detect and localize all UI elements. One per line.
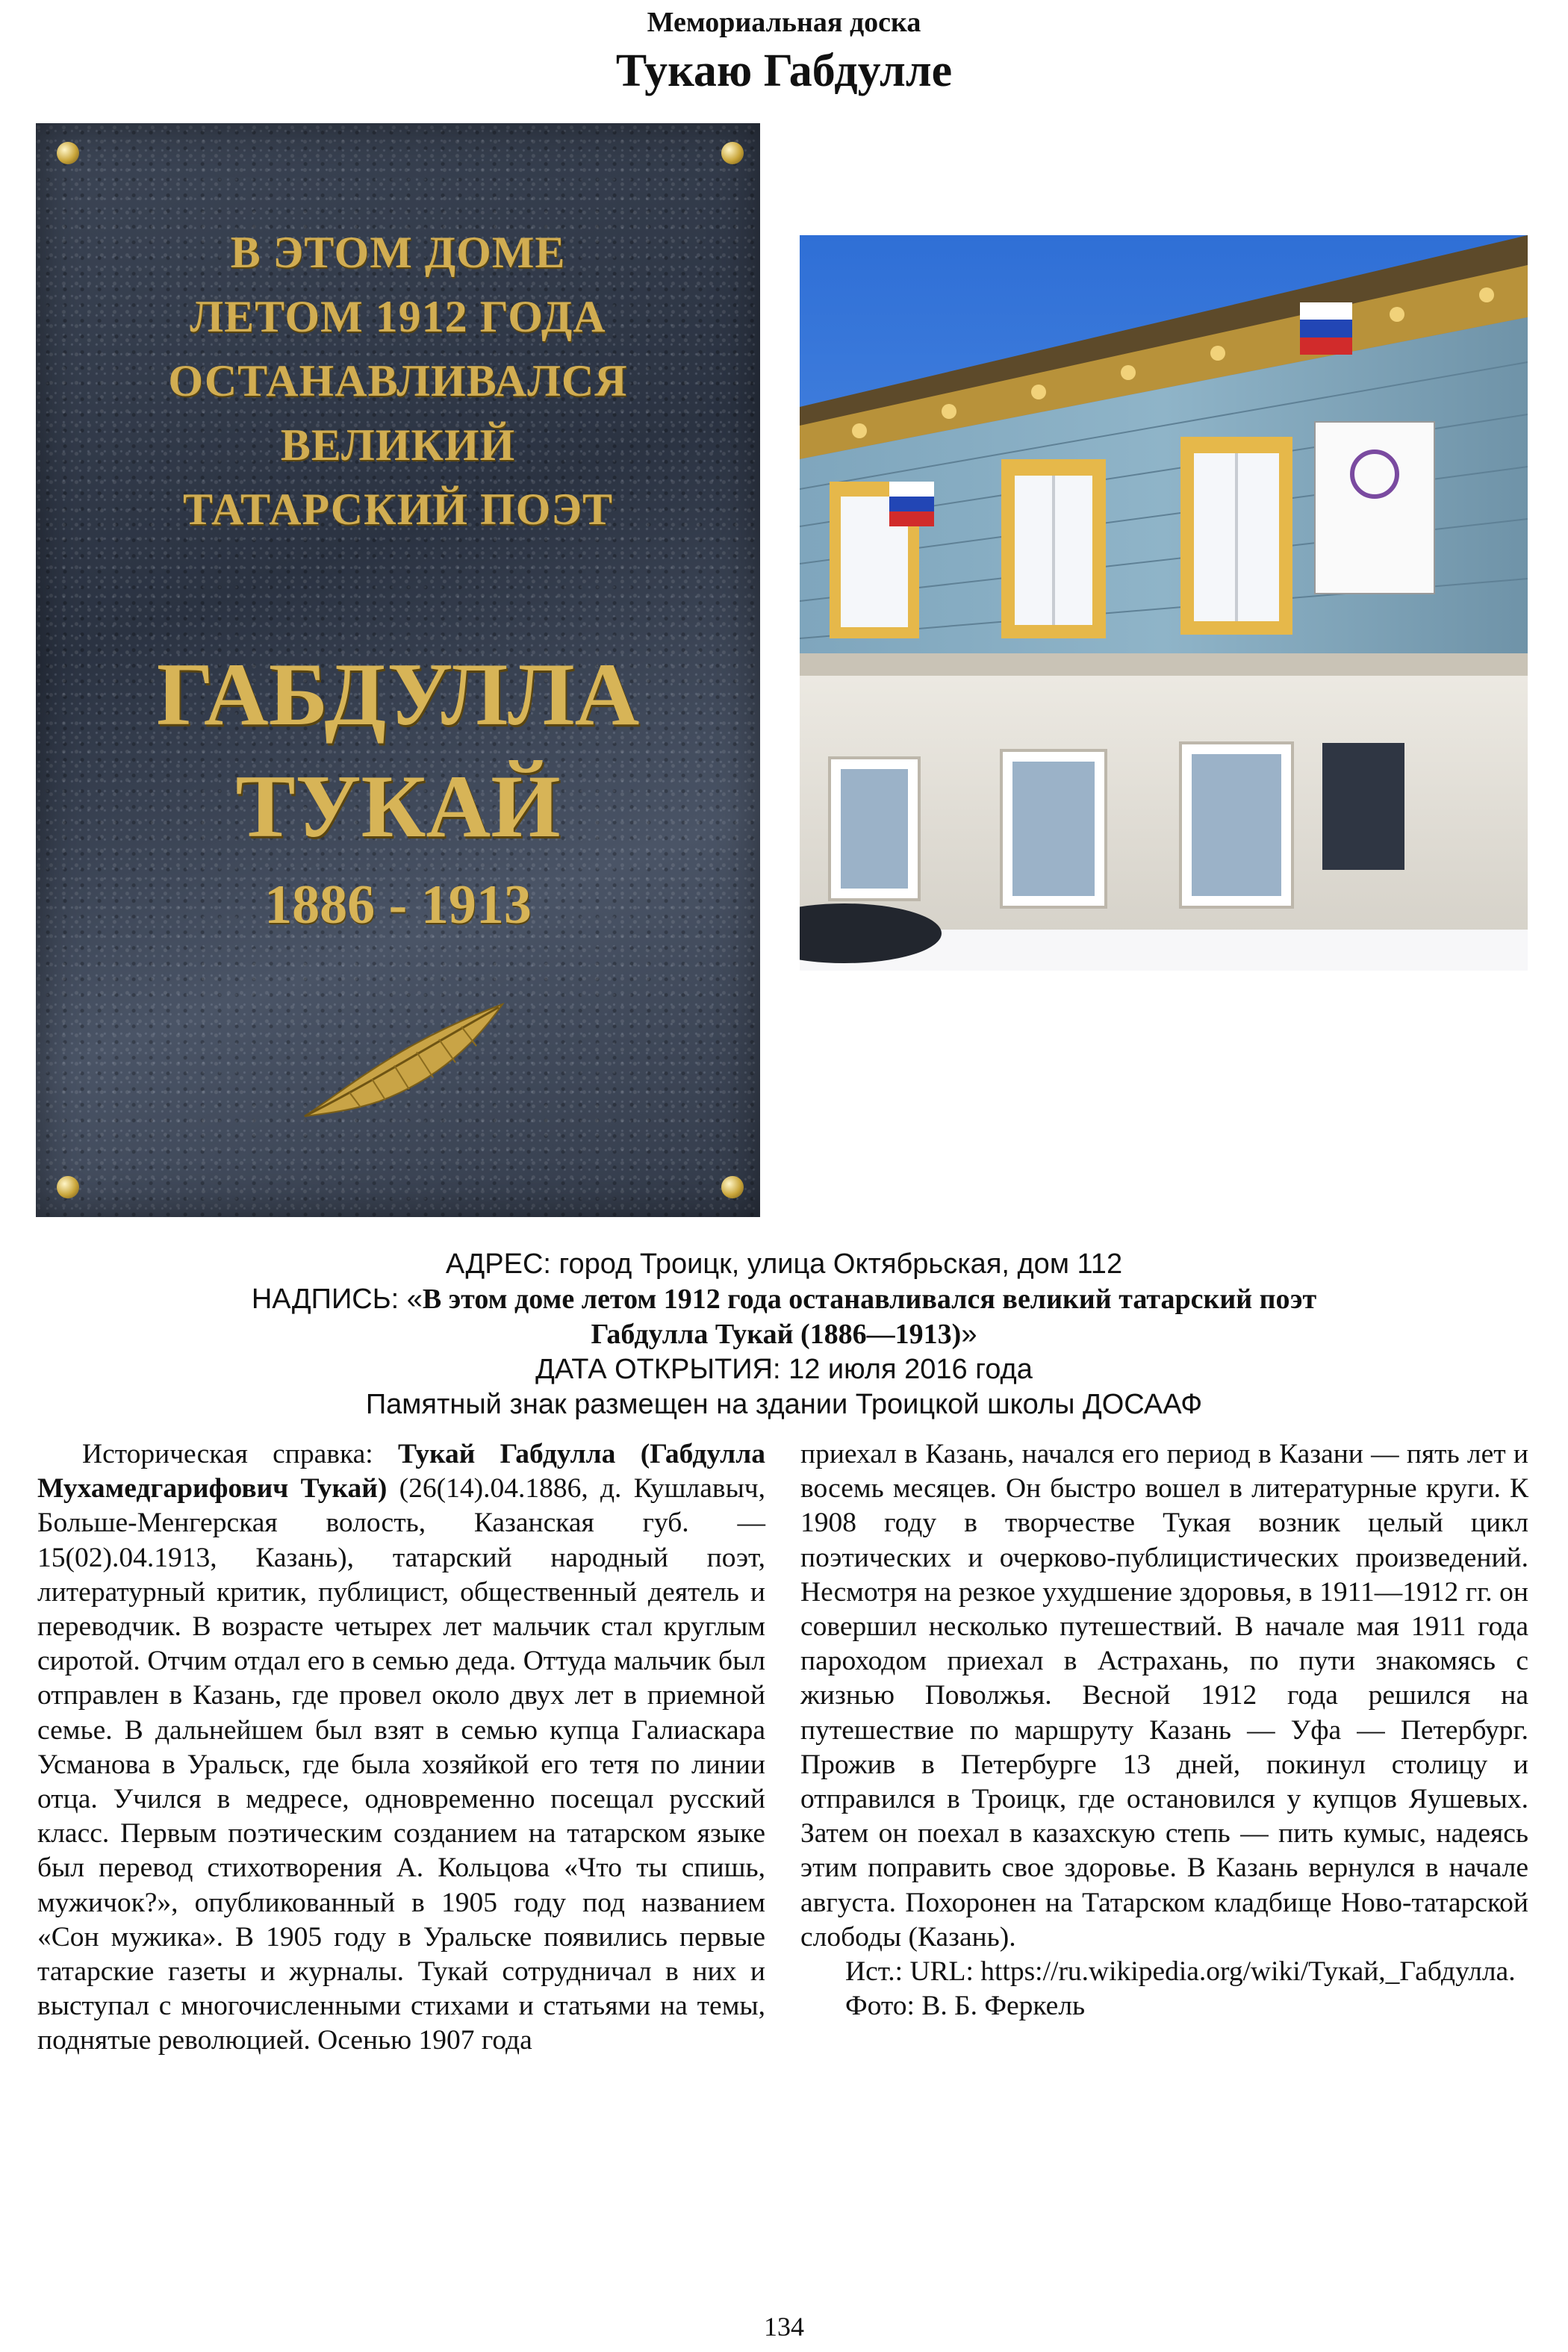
history-text: (26(14).04.1886, д. Кушлавыч, Больше-Менгерская волость, Казанская губ. — 15(02).04.1913, Казань), татарский народный поэт, литературный критик, публицист, общественный деятель и переводчик. В возрасте четырех лет мальчик стал круглым сиротой. Отчим отдал его в семью деда. Оттуда мальчик был отправлен в Казань, где провел около двух лет в приемной семье. В дальнейшем был взят в семью купца Галиаскара Усманова в Уральск, где была хозяйкой его тетя по линии отца. Учился в медресе, одновременно посещал русский класс. Первым поэтическим созданием на татарском языке был перевод стихотворения А. Кольцова «Что ты спишь, мужичок?», опубликованный в 1905 году под названием «Сон мужика». В 1905 году в Уральске появились первые татарские газеты и журналы. Тукай сотрудничал в них и выступал с многочисленными стихами и статьями на темы, поднятые революцией. Осенью 1907 года: [37, 1473, 766, 2056]
plaque-years: 1886 - 1913: [264, 874, 532, 936]
text-column-right: [800, 1437, 1528, 2023]
building-photo: [800, 235, 1528, 971]
photo-credit: Фото: В. Б. Феркель: [845, 1991, 1086, 2022]
history-name: Тукай Габдулла (Габдулла Мухамедгарифович Тукай): [37, 1439, 766, 1505]
building-illustration: [800, 235, 1528, 971]
page-subtitle: Мемориальная доска: [647, 7, 921, 38]
history-paragraph: [37, 1437, 765, 2059]
inscription-text-line1: В этом доме летом 1912 года останавливался великий татарский поэт: [422, 1284, 1317, 1315]
plaque-poet-name: [36, 638, 760, 862]
text-column-left: [37, 1437, 765, 2059]
inscription-label: НАДПИСЬ: «: [251, 1284, 423, 1315]
bolt-top-left: [57, 142, 79, 164]
inscription-row: [0, 1282, 1568, 1317]
inscription-text-line2: Габдулла Тукай (1886—1913): [591, 1319, 962, 1350]
address-row: [0, 1247, 1568, 1282]
info-block: [0, 1247, 1568, 1422]
inscription-row-2: [0, 1317, 1568, 1352]
plaque-line: ОСТАНАВЛИВАЛСЯ: [168, 356, 628, 405]
plaque-line: ТАТАРСКИЙ ПОЭТ: [182, 485, 614, 534]
plaque-name-line: ГАБДУЛЛА: [156, 644, 640, 744]
address-label: АДРЕС:: [445, 1248, 551, 1280]
page-title: Тукаю Габдулле: [615, 46, 953, 96]
location-note: Памятный знак размещен на здании Троицкой школы ДОСААФ: [365, 1389, 1203, 1420]
source-line: Ист.: URL: https://ru.wikipedia.org/wiki/Тукай,_Габдулла.: [845, 1956, 1516, 1988]
plaque-inscription: [36, 220, 760, 541]
inscription-close: »: [961, 1319, 977, 1350]
bolt-bottom-right: [721, 1176, 744, 1198]
history-label: Историческая справка:: [82, 1439, 399, 1469]
opening-date: 12 июля 2016 года: [788, 1354, 1033, 1385]
bolt-bottom-left: [57, 1176, 79, 1198]
plaque-line: В ЭТОМ ДОМЕ: [230, 228, 566, 277]
opening-row: [0, 1352, 1568, 1387]
opening-label: ДАТА ОТКРЫТИЯ:: [535, 1354, 781, 1385]
bolt-top-right: [721, 142, 744, 164]
history-continuation: приехал в Казань, начался его период в Казани — пять лет и восемь месяцев. Он быстро вошел в литературные круги. К 1908 году в творчестве Тукая возник целый цикл поэтических и очерково-публицистических произведений. Несмотря на резкое ухудшение здоровья, в 1911—1912 гг. он совершил несколько путешествий. В начале мая 1911 года пароходом приехал в Астрахань, по пути знакомясь с жизнью Поволжья. Весной 1912 года решился на путешествие по маршруту Казань — Уфа — Петербург. Прожив в Петербурге 13 дней, покинул столицу и отправился в Троицк, где остановился у купцов Яушевых. Затем он поехал в казахскую степь — пить кумыс, надеясь этим поправить свое здоровье. В Казань вернулся в начале августа. Похоронен на Татарском кладбище Ново-татарской слободы (Казань).: [800, 1439, 1528, 1953]
plaque-photo: [36, 123, 760, 1217]
page-number: 134: [764, 2312, 804, 2342]
plaque-name-line: ТУКАЙ: [235, 756, 561, 856]
plaque-line: ВЕЛИКИЙ: [280, 420, 516, 470]
plaque-line: ЛЕТОМ 1912 ГОДА: [190, 292, 606, 341]
address-value: город Троицк, улица Октябрьская, дом 112: [559, 1248, 1123, 1280]
feather-icon: [290, 997, 514, 1124]
